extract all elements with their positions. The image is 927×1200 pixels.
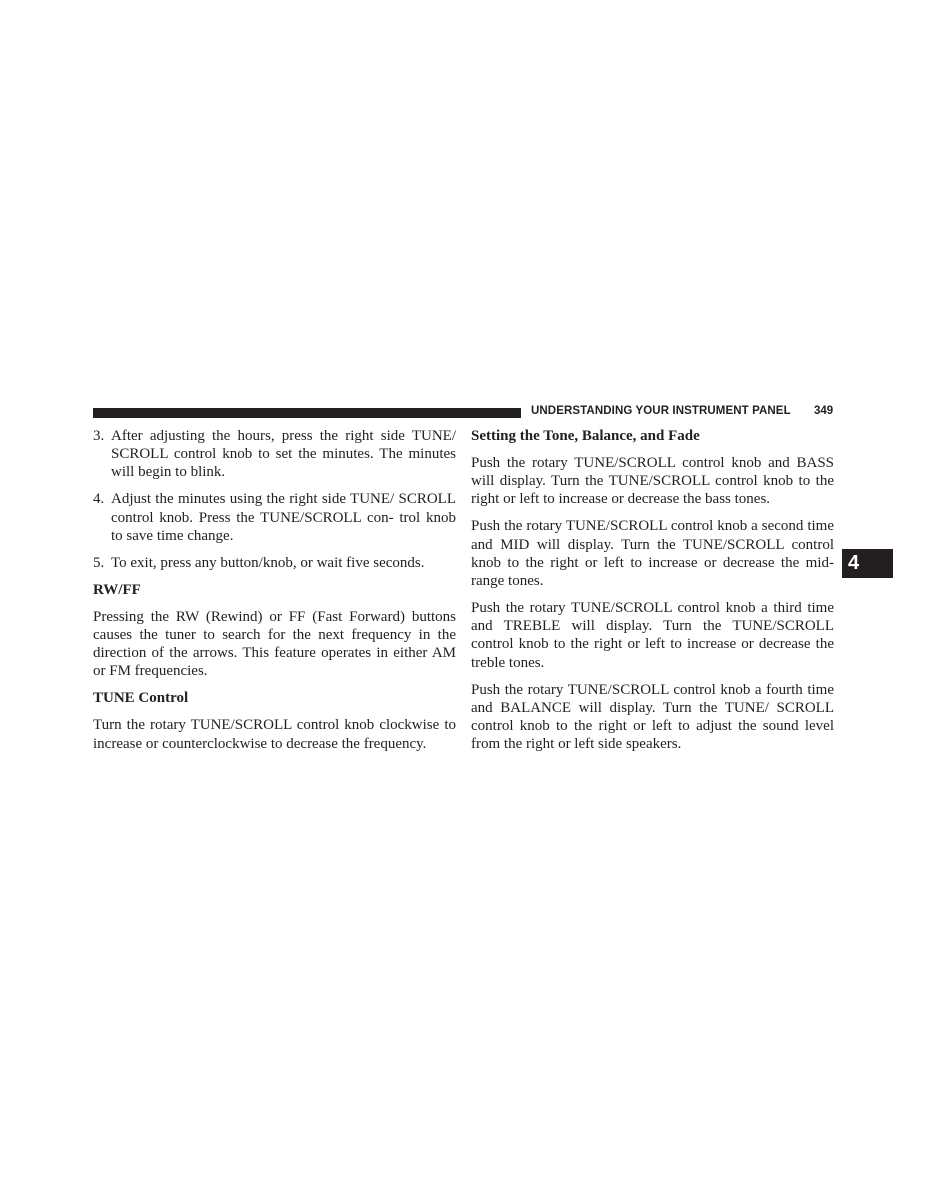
header-rule [93, 408, 521, 418]
treble-paragraph: Push the rotary TUNE/SCROLL control knob a third time and TREBLE will display. Turn the TUNE/SCROLL control knob to the right or left to increase or decrease the treble tones. [471, 600, 834, 671]
chapter-number: 4 [848, 552, 860, 574]
list-item [93, 554, 456, 572]
rwff-heading: RW/FF [93, 581, 141, 598]
chapter-tab [842, 549, 893, 578]
tune-control-heading: TUNE Control [93, 690, 189, 707]
bass-paragraph: Push the rotary TUNE/SCROLL control knob and BASS will display. Turn the TUNE/SCROLL control knob to the right or left to increase or decrease the bass tones. [471, 455, 834, 508]
list-item [93, 427, 456, 482]
step-text: To exit, press any button/knob, or wait five seconds. [111, 554, 425, 571]
mid-paragraph: Push the rotary TUNE/SCROLL control knob a second time and MID will display. Turn the TUNE/SCROLL control knob to the right or left to increase or decrease the mid-range tones. [471, 518, 834, 590]
section-title: UNDERSTANDING YOUR INSTRUMENT PANEL [531, 405, 791, 417]
step-number: 4. [93, 491, 105, 508]
list-item [93, 490, 456, 545]
step-number: 3. [93, 428, 105, 444]
left-column [93, 427, 456, 762]
balance-paragraph: Push the rotary TUNE/SCROLL control knob a fourth time and BALANCE will display. Turn the TUNE/ SCROLL control knob to the right or left to adjust the sound level from the right or left side speakers. [471, 681, 834, 753]
tune-control-paragraph: Turn the rotary TUNE/SCROLL control knob clockwise to increase or counterclockwise to decrease the frequency. [93, 717, 456, 752]
step-text: Adjust the minutes using the right side TUNE/ SCROLL control knob. Press the TUNE/SCROLL con- trol knob to save time change. [111, 491, 456, 544]
step-number: 5. [93, 554, 105, 571]
step-text: After adjusting the hours, press the right side TUNE/ SCROLL control knob to set the minutes. The minutes will begin to blink. [111, 428, 456, 481]
tone-balance-fade-heading: Setting the Tone, Balance, and Fade [471, 428, 700, 444]
rwff-paragraph: Pressing the RW (Rewind) or FF (Fast Forward) buttons causes the tuner to search for the next frequency in the direction of the arrows. This feature operates in either AM or FM frequencies. [93, 608, 456, 680]
page-number: 349 [814, 405, 834, 417]
right-column [471, 427, 834, 762]
